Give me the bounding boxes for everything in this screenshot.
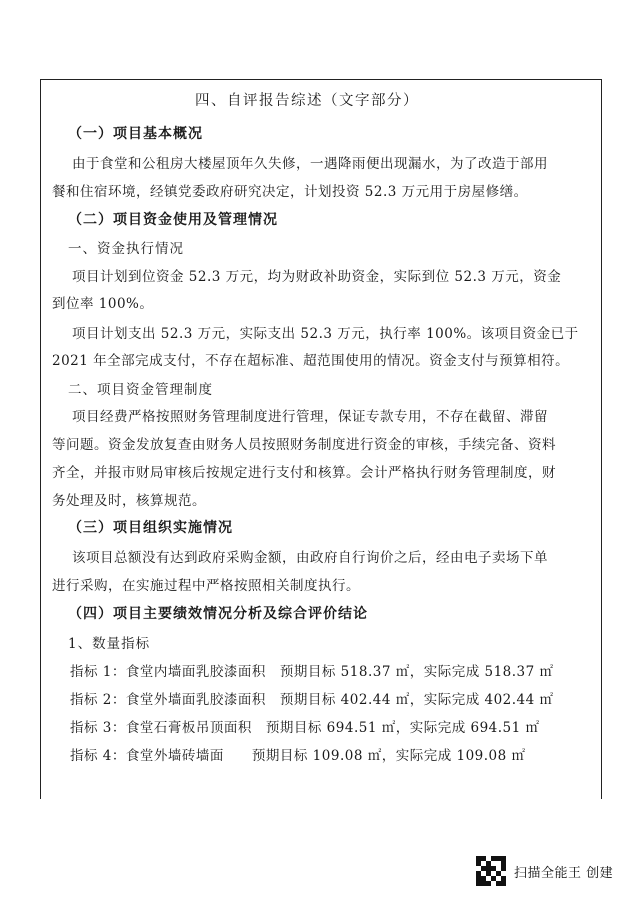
section-heading-performance: （四）项目主要绩效情况分析及综合评价结论 [68, 606, 368, 622]
paragraph-line: 项目计划到位资金 52.3 万元，均为财政补助资金，实际到位 52.3 万元，资金 [72, 269, 562, 285]
subsection-heading-quantity-indicators: 1、数量指标 [68, 636, 151, 652]
paragraph-line: 务处理及时，核算规范。 [52, 493, 206, 509]
document-title: 四、自评报告综述（文字部分） [195, 93, 419, 109]
paragraph-line: 餐和住宿环境，经镇党委政府研究决定，计划投资 52.3 万元用于房屋修缮。 [52, 184, 528, 200]
paragraph-line: 进行采购，在实施过程中严格按照相关制度执行。 [52, 578, 360, 594]
paragraph-line: 齐全，并报市财局审核后按规定进行支付和核算。会计严格执行财务管理制度，财 [52, 465, 556, 481]
paragraph-line: 2021 年全部完成支付，不存在超标准、超范围使用的情况。资金支付与预算相符。 [52, 353, 570, 369]
paragraph-line: 该项目总额没有达到政府采购金额，由政府自行询价之后，经由电子卖场下单 [72, 550, 548, 566]
subsection-heading-fund-execution: 一、资金执行情况 [68, 241, 184, 257]
paragraph-line: 项目计划支出 52.3 万元，实际支出 52.3 万元，执行率 100%。该项目资金已于 [72, 326, 579, 342]
qr-code-icon [476, 856, 506, 886]
section-heading-funds-usage: （二）项目资金使用及管理情况 [68, 212, 278, 228]
watermark-label: 扫描全能王 创建 [514, 865, 614, 881]
paragraph-line: 等问题。资金发放复查由财务人员按照财务制度进行资金的审核，手续完备、资料 [52, 437, 556, 453]
indicator-row: 指标 1：食堂内墙面乳胶漆面积 预期目标 518.37 ㎡，实际完成 518.37 ㎡ [70, 664, 554, 680]
section-heading-implementation: （三）项目组织实施情况 [68, 520, 233, 536]
scanner-watermark [476, 856, 613, 886]
paragraph-line: 到位率 100%。 [52, 296, 154, 312]
indicator-row: 指标 2：食堂外墙面乳胶漆面积 预期目标 402.44 ㎡，实际完成 402.44 ㎡ [70, 692, 554, 708]
subsection-heading-fund-management: 二、项目资金管理制度 [68, 382, 213, 398]
section-heading-basic-overview: （一）项目基本概况 [68, 126, 203, 142]
indicator-row: 指标 3：食堂石膏板吊顶面积 预期目标 694.51 ㎡，实际完成 694.51 ㎡ [70, 720, 540, 736]
paragraph-line: 项目经费严格按照财务管理制度进行管理，保证专款专用，不存在截留、滞留 [72, 409, 548, 425]
paragraph-line: 由于食堂和公租房大楼屋顶年久失修，一遇降雨便出现漏水，为了改造于部用 [72, 156, 548, 172]
indicator-row: 指标 4：食堂外墙砖墙面 预期目标 109.08 ㎡，实际完成 109.08 ㎡ [70, 748, 526, 764]
